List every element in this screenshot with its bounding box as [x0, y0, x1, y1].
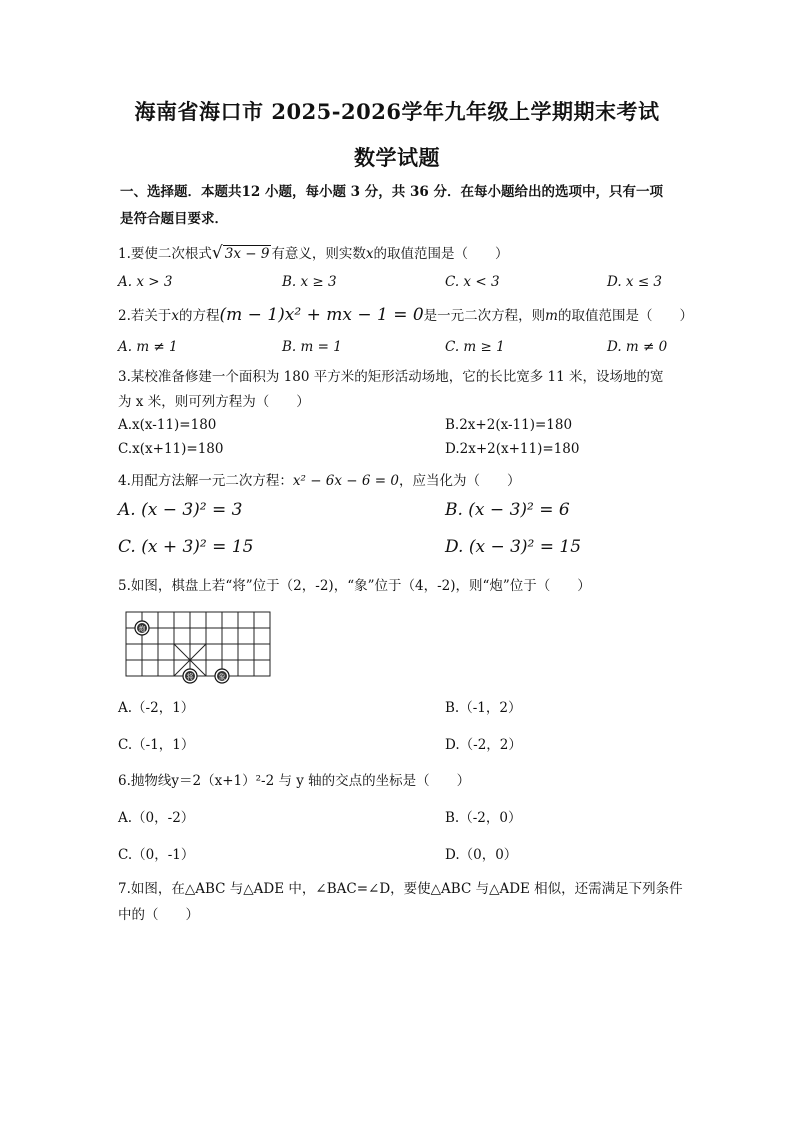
- q2-var: x: [171, 308, 180, 324]
- q1-option-d[interactable]: D. x ≤ 3: [607, 274, 663, 290]
- q1-radical: √ 3x − 9: [211, 243, 270, 263]
- question-2: [118, 304, 693, 325]
- question-3-line1: 3.某校准备修建一个面积为 180 平方米的矩形活动场地，它的长比宽多 11 米，设场地的宽: [118, 369, 664, 385]
- q1-pre: 1.要使二次根式: [118, 246, 212, 262]
- q3-option-b[interactable]: B.2x+2(x-11)=180: [445, 417, 573, 433]
- q2-option-c[interactable]: C. m ≥ 1: [445, 339, 505, 355]
- q5-option-a[interactable]: A.（-2，1）: [118, 700, 195, 716]
- q4-option-d[interactable]: D. (x − 3)² = 15: [445, 537, 582, 557]
- question-7-line2: 中的（ ）: [118, 907, 199, 923]
- q4-equation: x² − 6x − 6 = 0: [292, 473, 399, 489]
- q6-option-d[interactable]: D.（0，0）: [445, 847, 518, 863]
- question-1: [118, 242, 509, 263]
- q1-var: x: [365, 246, 374, 262]
- q5-option-d[interactable]: D.（-2，2）: [445, 737, 522, 753]
- q2-mid: 的方程: [179, 308, 220, 324]
- q3-option-a[interactable]: A.x(x-11)=180: [118, 417, 217, 433]
- q3-option-d[interactable]: D.2x+2(x+11)=180: [445, 441, 580, 457]
- q1-post: 有意义，则实数: [271, 246, 366, 262]
- q4-pre: 4.用配方法解一元二次方程：: [118, 473, 293, 489]
- q6-option-a[interactable]: A.（0，-2）: [118, 810, 195, 826]
- question-6: 6.抛物线y＝2（x+1）²-2 与 y 轴的交点的坐标是（ ）: [118, 773, 471, 789]
- q4-option-c[interactable]: C. (x + 3)² = 15: [118, 537, 254, 557]
- question-5: 5.如图，棋盘上若“将”位于（2，-2)，“象”位于（4，-2)，则“炮”位于（ ）: [118, 578, 591, 594]
- q4-option-a[interactable]: A. (x − 3)² = 3: [118, 500, 243, 520]
- q5-option-c[interactable]: C.（-1，1）: [118, 737, 195, 753]
- q2-equation: (m − 1)x² + mx − 1 = 0: [219, 305, 424, 325]
- chessboard-grid: [126, 612, 270, 676]
- q1-option-a[interactable]: A. x > 3: [118, 274, 173, 290]
- q2-post2: 的取值范围是（ ）: [557, 308, 693, 324]
- section-heading-line2: 是符合题目要求．: [120, 211, 228, 227]
- question-3-line2: 为 x 米，则可列方程为（ ）: [118, 394, 310, 410]
- q1-option-b[interactable]: B. x ≥ 3: [282, 274, 337, 290]
- question-4: [118, 469, 520, 489]
- question-7-line1: 7.如图，在△ABC 与△ADE 中，∠BAC=∠D，要使△ABC 与△ADE 相似，还需满足下列条件: [118, 881, 683, 897]
- page-title: 海南省海口市 2025-2026学年九年级上学期期末考试: [134, 99, 660, 124]
- q2-post: 是一元二次方程，则: [423, 308, 546, 324]
- chess-piece-jiang: [183, 669, 197, 683]
- chessboard-figure: [120, 608, 276, 684]
- q2-option-a[interactable]: A. m ≠ 1: [118, 339, 178, 355]
- q2-var2: m: [545, 308, 558, 324]
- jiang-label: 将: [186, 673, 194, 681]
- q2-option-b[interactable]: B. m = 1: [282, 339, 342, 355]
- q3-option-c[interactable]: C.x(x+11)=180: [118, 441, 224, 457]
- q2-pre: 2.若关于: [118, 308, 172, 324]
- q1-radicand: 3x − 9: [224, 246, 270, 262]
- q6-option-b[interactable]: B.（-2，0）: [445, 810, 522, 826]
- section-heading-line1: 一、选择题．本题共12 小题，每小题 3 分，共 36 分．在每小题给出的选项中，只有一项: [120, 184, 663, 200]
- q1-option-c[interactable]: C. x < 3: [445, 274, 500, 290]
- q5-option-b[interactable]: B.（-1，2）: [445, 700, 522, 716]
- page-subtitle: 数学试题: [354, 145, 440, 170]
- q4-post: ，应当化为（ ）: [398, 473, 521, 489]
- pao-label: 炮: [138, 625, 146, 633]
- q1-post2: 的取值范围是（ ）: [373, 246, 509, 262]
- q2-option-d[interactable]: D. m ≠ 0: [607, 339, 668, 355]
- q4-option-b[interactable]: B. (x − 3)² = 6: [445, 500, 570, 520]
- q6-option-c[interactable]: C.（0，-1）: [118, 847, 195, 863]
- xiang-label: 象: [218, 673, 226, 681]
- chess-piece-xiang: [215, 669, 229, 683]
- chess-piece-pao: [135, 621, 149, 635]
